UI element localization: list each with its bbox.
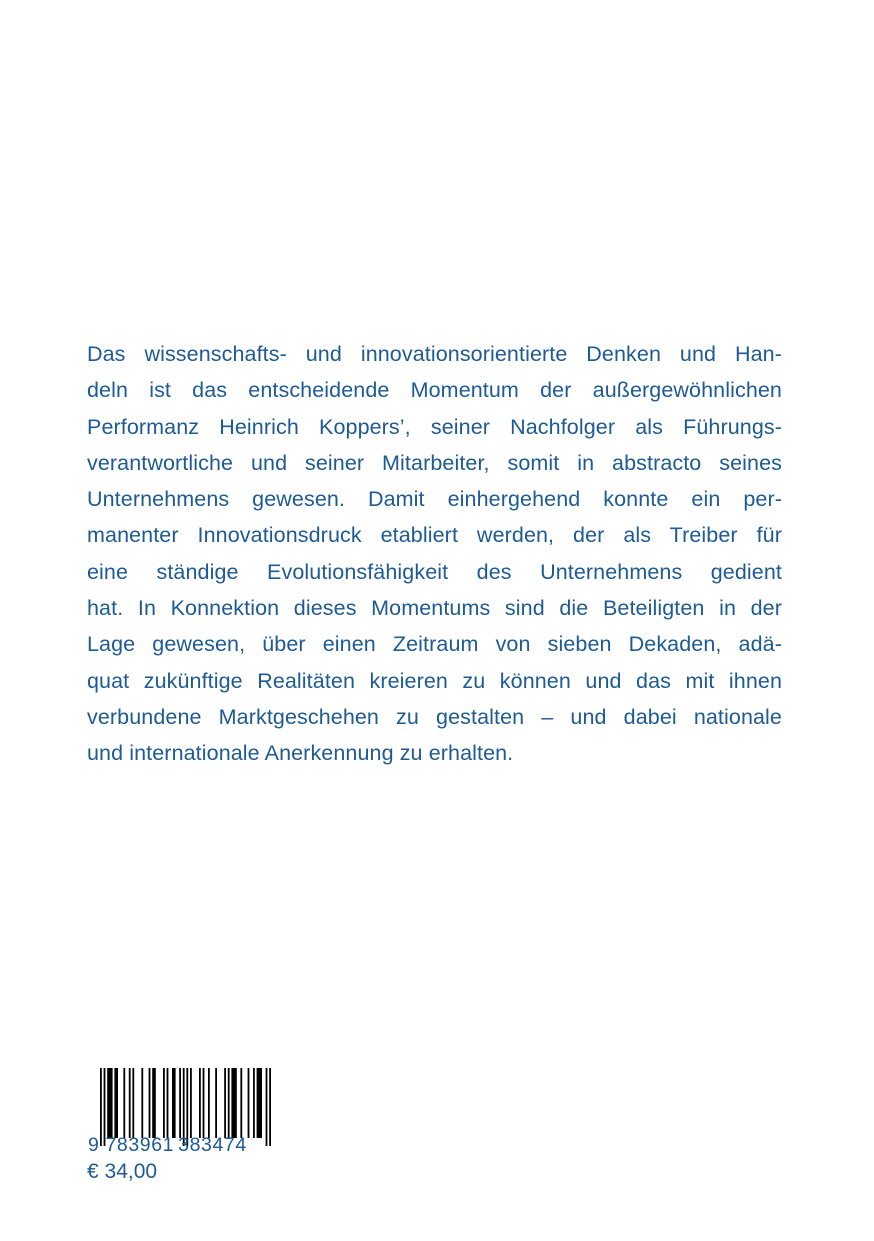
barcode-bar bbox=[215, 1068, 217, 1138]
isbn-number bbox=[88, 1134, 278, 1157]
isbn-digit-first: 9 bbox=[88, 1134, 100, 1156]
barcode-bar bbox=[141, 1068, 143, 1138]
barcode-bar bbox=[231, 1068, 236, 1138]
blurb-line: eine ständige Evolutionsfähigkeit des Unternehmens gedient bbox=[87, 559, 782, 584]
barcode-bar bbox=[224, 1068, 226, 1138]
barcode-bar bbox=[257, 1068, 262, 1138]
barcode-bar bbox=[149, 1068, 151, 1138]
price-label: € 34,00 bbox=[87, 1160, 158, 1183]
barcode-bar bbox=[132, 1068, 134, 1138]
blurb-line: deln ist das entscheidende Momentum der außergewöhnlichen bbox=[87, 378, 782, 403]
barcode-bar bbox=[163, 1068, 165, 1138]
isbn-group-right: 383474 bbox=[178, 1134, 247, 1156]
barcode-bar bbox=[228, 1068, 230, 1138]
blurb-line: Lage gewesen, über einen Zeitraum von sieben Dekaden, adä- bbox=[87, 632, 782, 657]
barcode-bar bbox=[172, 1068, 176, 1138]
blurb-line: Unternehmens gewesen. Damit einhergehend konnte ein per- bbox=[87, 487, 782, 512]
barcode-bar bbox=[208, 1068, 210, 1138]
barcode-bar bbox=[167, 1068, 169, 1138]
barcode-bar bbox=[179, 1068, 181, 1138]
blurb-line: Das wissenschafts- und innovationsorientierte Denken und Han- bbox=[87, 342, 782, 366]
blurb-line: hat. In Konnektion dieses Momentums sind die Beteiligten in der bbox=[87, 596, 782, 621]
barcode-bar bbox=[152, 1068, 156, 1138]
barcode-bar bbox=[203, 1068, 205, 1138]
isbn-barcode bbox=[88, 1068, 278, 1156]
barcode-bar bbox=[199, 1068, 201, 1138]
barcode-bar bbox=[107, 1068, 112, 1138]
barcode-bar bbox=[123, 1068, 125, 1138]
barcode-bar bbox=[248, 1068, 250, 1138]
isbn-group-left: 783961 bbox=[105, 1134, 175, 1156]
barcode-bar bbox=[190, 1068, 192, 1138]
blurb-line: Performanz Heinrich Koppers’, seiner Nachfolger als Führungs- bbox=[87, 414, 782, 439]
barcode-bar bbox=[240, 1068, 242, 1138]
blurb-line: und internationale Anerkennung zu erhalten. bbox=[87, 741, 514, 766]
blurb-line: verbundene Marktgeschehen zu gestalten – und dabei nationale bbox=[87, 704, 782, 729]
barcode-bar bbox=[114, 1068, 118, 1138]
barcode-bar bbox=[253, 1068, 255, 1138]
barcode-bar bbox=[129, 1068, 131, 1138]
blurb-line: quat zukünftige Realitäten kreieren zu können und das mit ihnen bbox=[87, 668, 782, 693]
blurb-line: verantwortliche und seiner Mitarbeiter, somit in abstracto seines bbox=[87, 450, 782, 475]
blurb-line: manenter Innovationsdruck etabliert werden, der als Treiber für bbox=[87, 523, 782, 548]
back-cover-blurb bbox=[87, 336, 782, 772]
